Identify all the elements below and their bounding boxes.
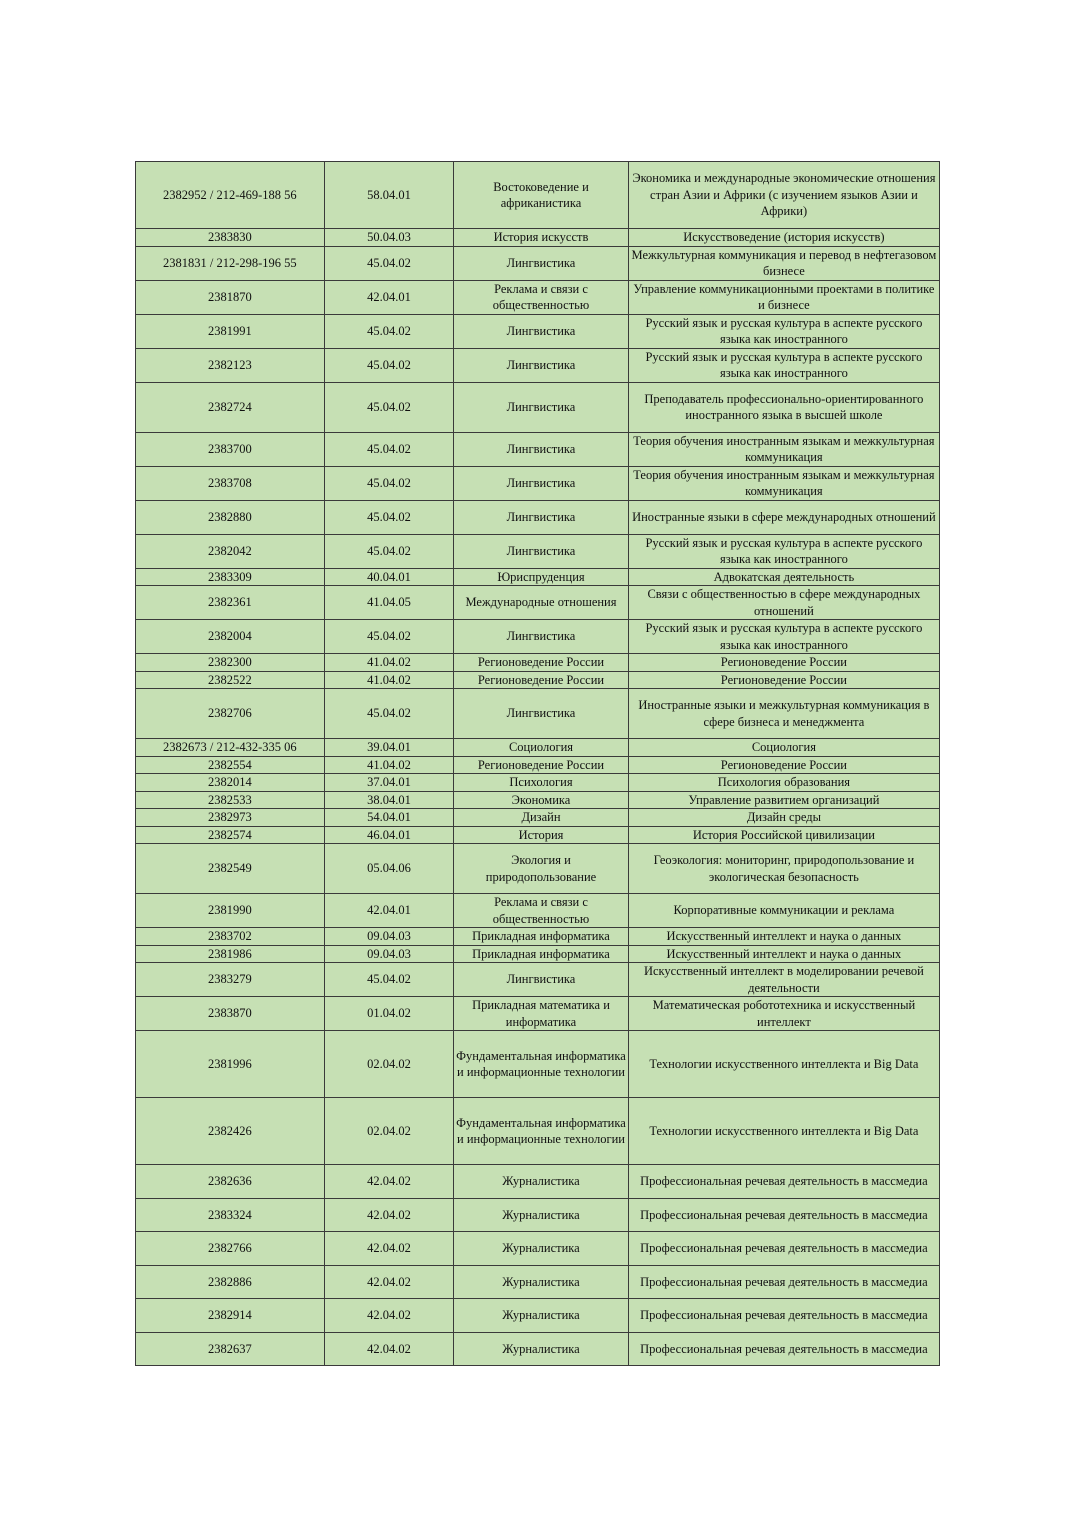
cell-code: 2381996 [136,1031,325,1098]
cell-spec-code: 58.04.01 [324,162,453,229]
cell-field: История искусств [454,229,629,247]
cell-field: Международные отношения [454,586,629,620]
cell-program: Регионоведение России [628,654,939,672]
cell-field: Прикладная информатика [454,945,629,963]
cell-program: Теория обучения иностранным языкам и межкультурная коммуникация [628,466,939,500]
cell-program: Экономика и международные экономические отношения стран Азии и Африки (с изучением языков Азии и Африки) [628,162,939,229]
table-row [136,314,940,348]
table-row [136,945,940,963]
cell-field: Лингвистика [454,500,629,534]
cell-spec-code: 42.04.02 [324,1266,453,1299]
cell-program: Теория обучения иностранным языкам и межкультурная коммуникация [628,432,939,466]
cell-spec-code: 45.04.02 [324,348,453,382]
table-row [136,844,940,894]
cell-code: 2382042 [136,534,325,568]
table-row [136,963,940,997]
cell-program: Межкультурная коммуникация и перевод в нефтегазовом бизнесе [628,246,939,280]
cell-spec-code: 02.04.02 [324,1031,453,1098]
table-row [136,382,940,432]
table-row [136,1098,940,1165]
cell-code: 2383700 [136,432,325,466]
cell-spec-code: 45.04.02 [324,534,453,568]
cell-program: Профессиональная речевая деятельность в массмедиа [628,1199,939,1232]
cell-code: 2382522 [136,671,325,689]
cell-spec-code: 45.04.02 [324,314,453,348]
table-row [136,894,940,928]
cell-field: Реклама и связи с общественностью [454,894,629,928]
table-row [136,774,940,792]
cell-field: Дизайн [454,809,629,827]
table-row [136,654,940,672]
cell-code: 2382123 [136,348,325,382]
table-row [136,1199,940,1232]
cell-program: Профессиональная речевая деятельность в массмедиа [628,1299,939,1333]
cell-code: 2381991 [136,314,325,348]
cell-field: История [454,826,629,844]
cell-program: Русский язык и русская культура в аспекте русского языка как иностранного [628,620,939,654]
cell-spec-code: 42.04.02 [324,1199,453,1232]
cell-field: Лингвистика [454,314,629,348]
cell-spec-code: 38.04.01 [324,791,453,809]
table-row [136,162,940,229]
cell-code: 2381986 [136,945,325,963]
cell-spec-code: 45.04.02 [324,620,453,654]
cell-spec-code: 42.04.02 [324,1232,453,1266]
cell-field: Лингвистика [454,963,629,997]
cell-program: Профессиональная речевая деятельность в массмедиа [628,1333,939,1366]
cell-spec-code: 45.04.02 [324,500,453,534]
cell-program: Управление развитием организаций [628,791,939,809]
cell-field: Журналистика [454,1232,629,1266]
cell-field: Фундаментальная информатика и информационные технологии [454,1031,629,1098]
cell-field: Журналистика [454,1165,629,1199]
table-row [136,534,940,568]
cell-program: Искусственный интеллект в моделировании речевой деятельности [628,963,939,997]
cell-field: Лингвистика [454,348,629,382]
table-row [136,809,940,827]
cell-spec-code: 41.04.02 [324,654,453,672]
cell-spec-code: 45.04.02 [324,963,453,997]
cell-code: 2382886 [136,1266,325,1299]
cell-spec-code: 42.04.02 [324,1299,453,1333]
cell-code: 2382554 [136,756,325,774]
cell-field: Экология и природопользование [454,844,629,894]
table-row [136,500,940,534]
cell-field: Прикладная информатика [454,928,629,946]
table-row [136,1232,940,1266]
cell-code: 2382636 [136,1165,325,1199]
cell-code: 2382706 [136,689,325,739]
cell-program: Регионоведение России [628,756,939,774]
cell-program: Дизайн среды [628,809,939,827]
table-row [136,997,940,1031]
cell-program: Регионоведение России [628,671,939,689]
cell-program: Математическая робототехника и искусственный интеллект [628,997,939,1031]
cell-field: Востоковедение и африканистика [454,162,629,229]
cell-spec-code: 45.04.02 [324,432,453,466]
table-row [136,568,940,586]
cell-spec-code: 45.04.02 [324,466,453,500]
cell-spec-code: 45.04.02 [324,689,453,739]
cell-field: Лингвистика [454,466,629,500]
table-row [136,826,940,844]
cell-code: 2382549 [136,844,325,894]
cell-spec-code: 02.04.02 [324,1098,453,1165]
cell-program: Искусствоведение (история искусств) [628,229,939,247]
cell-field: Лингвистика [454,246,629,280]
cell-program: Профессиональная речевая деятельность в массмедиа [628,1266,939,1299]
cell-code: 2382426 [136,1098,325,1165]
cell-code: 2382673 / 212-432-335 06 [136,739,325,757]
cell-spec-code: 05.04.06 [324,844,453,894]
cell-spec-code: 41.04.05 [324,586,453,620]
table-row [136,348,940,382]
cell-program: Русский язык и русская культура в аспекте русского языка как иностранного [628,314,939,348]
cell-code: 2383702 [136,928,325,946]
cell-code: 2383324 [136,1199,325,1232]
table-row [136,1333,940,1366]
table-row [136,280,940,314]
cell-spec-code: 45.04.02 [324,382,453,432]
cell-program: Русский язык и русская культура в аспекте русского языка как иностранного [628,534,939,568]
cell-code: 2382014 [136,774,325,792]
cell-spec-code: 42.04.01 [324,280,453,314]
cell-field: Лингвистика [454,382,629,432]
cell-program: Технологии искусственного интеллекта и Big Data [628,1098,939,1165]
cell-spec-code: 42.04.02 [324,1333,453,1366]
cell-code: 2383309 [136,568,325,586]
cell-spec-code: 46.04.01 [324,826,453,844]
table-row [136,928,940,946]
cell-program: Связи с общественностью в сфере международных отношений [628,586,939,620]
cell-spec-code: 41.04.02 [324,756,453,774]
cell-code: 2383279 [136,963,325,997]
cell-code: 2383870 [136,997,325,1031]
cell-program: Профессиональная речевая деятельность в массмедиа [628,1232,939,1266]
table-row [136,246,940,280]
cell-code: 2381870 [136,280,325,314]
cell-spec-code: 09.04.03 [324,928,453,946]
cell-field: Социология [454,739,629,757]
table-row [136,671,940,689]
cell-program: Искусственный интеллект и наука о данных [628,945,939,963]
cell-field: Журналистика [454,1333,629,1366]
cell-code: 2382766 [136,1232,325,1266]
cell-program: Технологии искусственного интеллекта и Big Data [628,1031,939,1098]
table-row [136,1031,940,1098]
cell-field: Фундаментальная информатика и информационные технологии [454,1098,629,1165]
cell-code: 2382637 [136,1333,325,1366]
cell-code: 2382004 [136,620,325,654]
cell-spec-code: 54.04.01 [324,809,453,827]
table-row [136,586,940,620]
cell-field: Регионоведение России [454,671,629,689]
cell-code: 2382574 [136,826,325,844]
cell-spec-code: 09.04.03 [324,945,453,963]
table-row [136,1299,940,1333]
cell-field: Прикладная математика и информатика [454,997,629,1031]
cell-spec-code: 45.04.02 [324,246,453,280]
cell-field: Лингвистика [454,432,629,466]
cell-code: 2383830 [136,229,325,247]
cell-spec-code: 40.04.01 [324,568,453,586]
cell-field: Журналистика [454,1266,629,1299]
cell-field: Реклама и связи с общественностью [454,280,629,314]
cell-field: Психология [454,774,629,792]
cell-code: 2382952 / 212-469-188 56 [136,162,325,229]
cell-code: 2382533 [136,791,325,809]
cell-code: 2381990 [136,894,325,928]
cell-program: Профессиональная речевая деятельность в массмедиа [628,1165,939,1199]
cell-code: 2382973 [136,809,325,827]
cell-field: Юриспруденция [454,568,629,586]
table-row [136,620,940,654]
table-row [136,229,940,247]
table-row [136,689,940,739]
cell-program: История Российской цивилизации [628,826,939,844]
cell-spec-code: 42.04.02 [324,1165,453,1199]
cell-field: Экономика [454,791,629,809]
cell-field: Журналистика [454,1199,629,1232]
table-row [136,739,940,757]
cell-field: Лингвистика [454,620,629,654]
cell-program: Социология [628,739,939,757]
cell-code: 2382300 [136,654,325,672]
cell-code: 2381831 / 212-298-196 55 [136,246,325,280]
table-row [136,791,940,809]
cell-field: Журналистика [454,1299,629,1333]
programs-table [135,161,940,1366]
table-row [136,432,940,466]
cell-field: Лингвистика [454,689,629,739]
cell-program: Русский язык и русская культура в аспекте русского языка как иностранного [628,348,939,382]
cell-spec-code: 01.04.02 [324,997,453,1031]
cell-field: Регионоведение России [454,654,629,672]
cell-spec-code: 39.04.01 [324,739,453,757]
cell-code: 2383708 [136,466,325,500]
cell-spec-code: 50.04.03 [324,229,453,247]
cell-spec-code: 42.04.01 [324,894,453,928]
table-row [136,1266,940,1299]
cell-code: 2382724 [136,382,325,432]
cell-field: Регионоведение России [454,756,629,774]
table-body [136,162,940,1366]
cell-program: Искусственный интеллект и наука о данных [628,928,939,946]
cell-program: Психология образования [628,774,939,792]
cell-program: Адвокатская деятельность [628,568,939,586]
cell-program: Управление коммуникационными проектами в политике и бизнесе [628,280,939,314]
cell-program: Иностранные языки в сфере международных отношений [628,500,939,534]
cell-program: Иностранные языки и межкультурная коммуникация в сфере бизнеса и менеджмента [628,689,939,739]
table-row [136,756,940,774]
cell-code: 2382361 [136,586,325,620]
table-row [136,1165,940,1199]
cell-program: Корпоративные коммуникации и реклама [628,894,939,928]
cell-program: Преподаватель профессионально-ориентированного иностранного языка в высшей школе [628,382,939,432]
cell-program: Геоэкология: мониторинг, природопользование и экологическая безопасность [628,844,939,894]
cell-code: 2382914 [136,1299,325,1333]
cell-field: Лингвистика [454,534,629,568]
table-row [136,466,940,500]
cell-spec-code: 37.04.01 [324,774,453,792]
cell-code: 2382880 [136,500,325,534]
cell-spec-code: 41.04.02 [324,671,453,689]
